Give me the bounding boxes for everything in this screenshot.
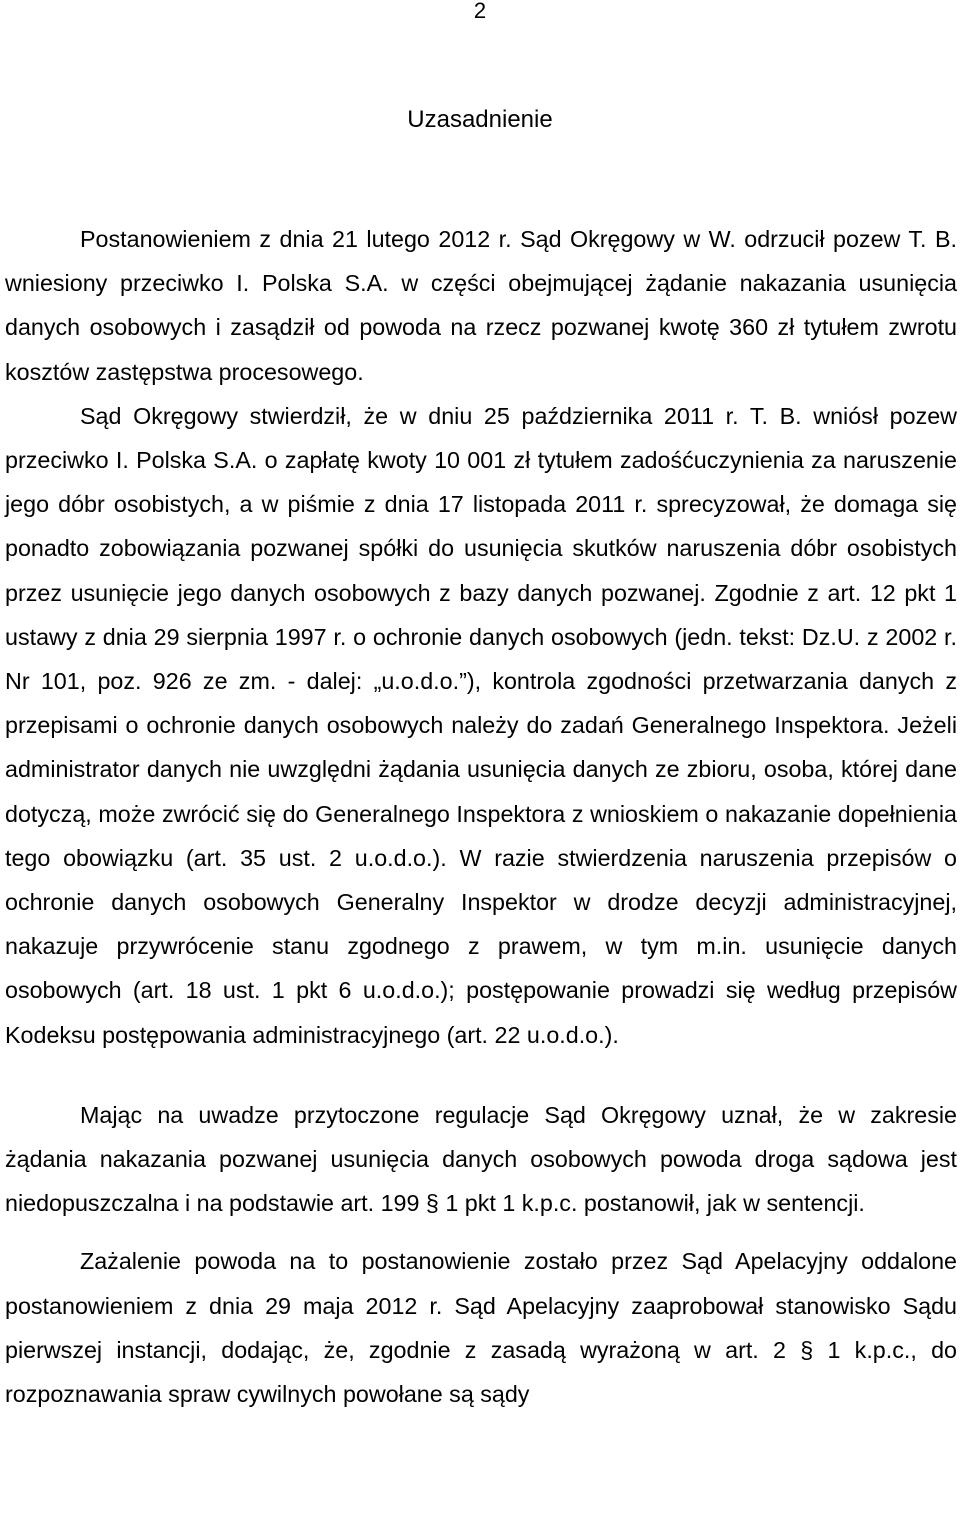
paragraph-3: Mając na uwadze przytoczone regulacje Sąd Okręgowy uznał, że w zakresie żądania nakazania pozwanej usunięcia danych osobowych powoda droga sądowa jest niedopuszczalna i na podstawie art. 199 § 1 pkt 1 k.p.c. postanowił, jak w sentencji. [5,1101,957,1217]
page-number: 2 [473,0,487,23]
document-body [5,217,957,1416]
paragraph-4: Zażalenie powoda na to postanowienie zostało przez Sąd Apelacyjny oddalone postanowieniem z dnia 29 maja 2012 r. Sąd Apelacyjny zaaprobował stanowisko Sądu pierwszej instancji, dodając, że, zgodnie z zasadą wyrażoną w art. 2 § 1 k.p.c., do rozpoznawania spraw cywilnych powołane są sądy [5,1248,957,1408]
paragraph-1: Postanowieniem z dnia 21 lutego 2012 r. Sąd Okręgowy w W. odrzucił pozew T. B. wniesiony przeciwko I. Polska S.A. w części obejmującej żądanie nakazania usunięcia danych osobowych i zasądził od powoda na rzecz pozwanej kwotę 360 zł tytułem zwrotu kosztów zastępstwa procesowego. [5,226,957,385]
paragraph-2: Sąd Okręgowy stwierdził, że w dniu 25 października 2011 r. T. B. wniósł pozew przeciwko I. Polska S.A. o zapłatę kwoty 10 001 zł tytułem zadośćuczynienia za naruszenie jego dóbr osobistych, a w piśmie z dnia 17 listopada 2011 r. sprecyzował, że domaga się ponadto zobowiązania pozwanej spółki do usunięcia skutków naruszenia dóbr osobistych przez usunięcie jego danych osobowych z bazy danych pozwanej. Zgodnie z art. 12 pkt 1 ustawy z dnia 29 sierpnia 1997 r. o ochronie danych osobowych (jedn. tekst: Dz.U. z 2002 r. Nr 101, poz. 926 ze zm. - dalej: „u.o.d.o.”), kontrola zgodności przetwarzania danych z przepisami o ochronie danych osobowych należy do zadań Generalnego Inspektora. Jeżeli administrator danych nie uwzględni żądania usunięcia danych ze zbioru, osoba, której dane dotyczą, może zwrócić się do Generalnego Inspektora z wnioskiem o nakazanie dopełnienia tego obowiązku (art. 35 ust. 2 u.o.d.o.). W razie stwierdzenia naruszenia przepisów o ochronie danych osobowych Generalny Inspektor w drodze decyzji administracyjnej, nakazuje przywrócenie stanu zgodnego z prawem, w tym m.in. usunięcie danych osobowych (art. 18 ust. 1 pkt 6 u.o.d.o.); postępowanie prowadzi się według przepisów Kodeksu postępowania administracyjnego (art. 22 u.o.d.o.). [5,402,957,1048]
document-title: Uzasadnienie [407,106,553,133]
